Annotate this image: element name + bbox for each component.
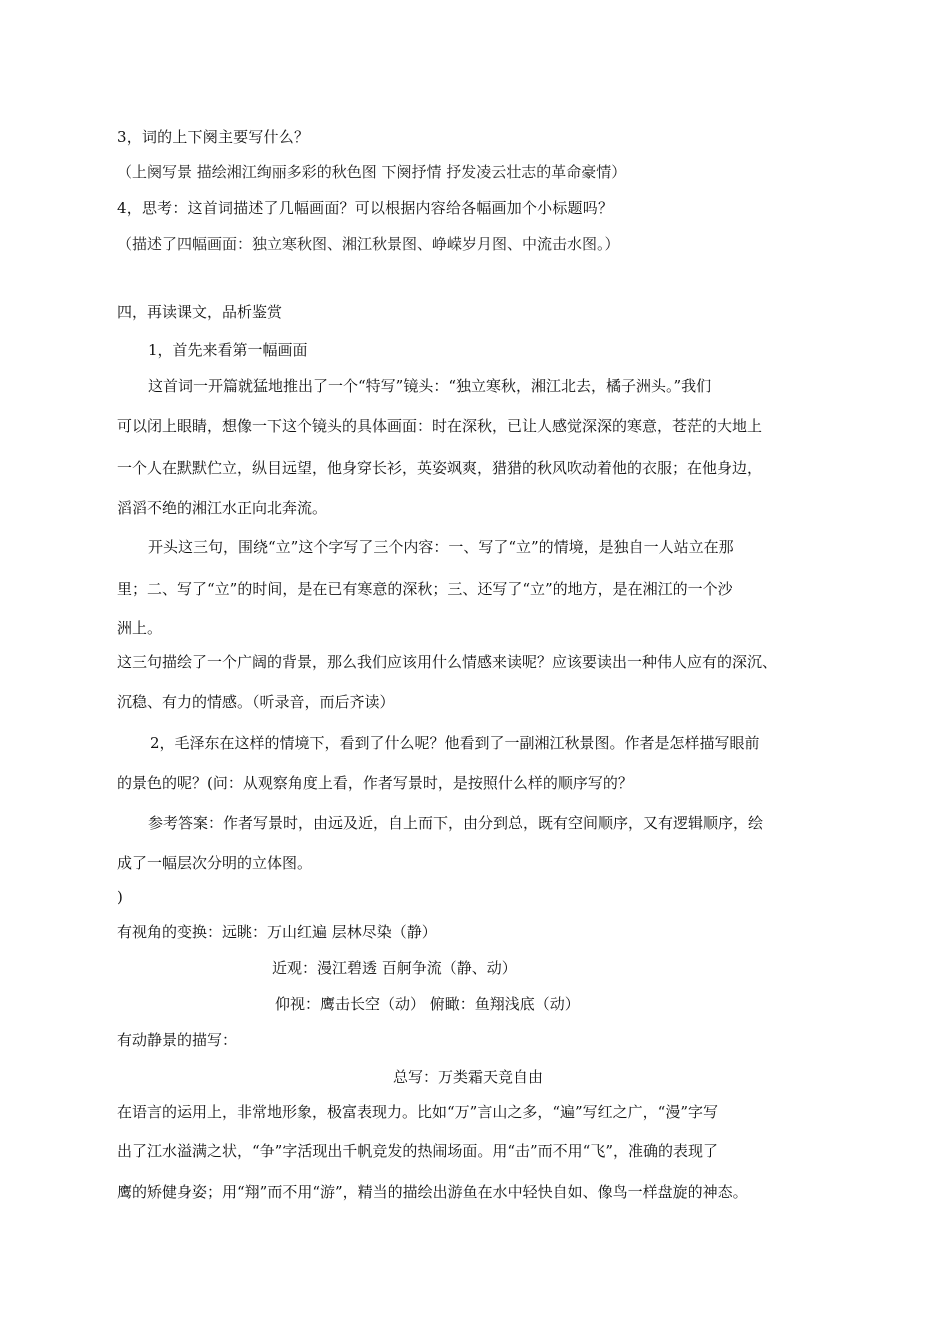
paragraph-3-line: 沉稳、有力的情感。（听录音，而后齐读）	[117, 693, 395, 711]
view-change-line: 有视角的变换：远眺：万山红遍 层林尽染（静）	[117, 923, 437, 941]
paragraph-4-line: 2，毛泽东在这样的情境下，看到了什么呢？他看到了一副湘江秋景图。作者是怎样描写眼前	[150, 734, 760, 752]
section-heading: 四，再读课文，品析鉴赏	[117, 303, 283, 321]
answer-4: （描述了四幅画面：独立寒秋图、湘江秋景图、峥嵘岁月图、中流击水图。）	[117, 235, 620, 253]
view-change-line: 近观：漫江碧透 百舸争流（静、动）	[272, 959, 517, 977]
subheading-1: 1，首先来看第一幅画面	[148, 341, 308, 359]
motion-stillness-line: 有动静景的描写：	[117, 1031, 238, 1049]
paragraph-1-line: 这首词一开篇就猛地推出了一个“特写”镜头：“独立寒秋，湘江北去，橘子洲头。”我们	[148, 377, 712, 395]
paragraph-4-line: 的景色的呢？(问：从观察角度上看，作者写景时，是按照什么样的顺序写的？	[117, 774, 633, 792]
question-4: 4，思考：这首词描述了几幅画面？可以根据内容给各幅画加个小标题吗？	[117, 199, 614, 217]
summary-line: 总写：万类霜天竞自由	[393, 1068, 544, 1086]
reference-answer-line: 参考答案：作者写景时，由远及近，自上而下，由分到总，既有空间顺序，又有逻辑顺序，绘	[148, 814, 764, 832]
paragraph-6-line: 鹰的矫健身姿；用“翔”而不用“游”，精当的描绘出游鱼在水中轻快自如、像鸟一样盘旋的神态。	[117, 1183, 748, 1201]
paragraph-3-line: 这三句描绘了一个广阔的背景，那么我们应该用什么情感来读呢？应该要读出一种伟人应有的深沉、	[117, 653, 778, 671]
paragraph-1-line: 可以闭上眼睛，想像一下这个镜头的具体画面：时在深秋，已让人感觉深深的寒意，苍茫的大地上	[117, 417, 763, 435]
paragraph-2-line: 开头这三句，围绕“立”这个字写了三个内容：一、写了“立”的情境，是独自一人站立在那	[148, 538, 734, 556]
answer-3: （上阕写景 描绘湘江绚丽多彩的秋色图 下阕抒情 抒发凌云壮志的革命豪情）	[117, 163, 627, 181]
view-change-line: 仰视：鹰击长空（动） 俯瞰：鱼翔浅底（动）	[275, 995, 580, 1013]
closing-paren: )	[117, 888, 123, 906]
paragraph-2-line: 里；二、写了“立”的时间，是在已有寒意的深秋；三、还写了“立”的地方，是在湘江的一个沙	[117, 580, 733, 598]
reference-answer-line: 成了一幅层次分明的立体图。	[117, 854, 313, 872]
paragraph-6-line: 在语言的运用上，非常地形象，极富表现力。比如“万”言山之多，“遍”写红之广，“漫”字写	[117, 1103, 719, 1121]
paragraph-6-line: 出了江水溢满之状，“争”字活现出千帆竞发的热闹场面。用“击”而不用“飞”，准确的表现了	[117, 1142, 719, 1160]
question-3: 3，词的上下阕主要写什么？	[117, 128, 310, 146]
paragraph-1-line: 滔滔不绝的湘江水正向北奔流。	[117, 499, 328, 517]
paragraph-2-line: 洲上。	[117, 619, 163, 637]
paragraph-1-line: 一个人在默默伫立，纵目远望，他身穿长衫，英姿飒爽，猎猎的秋风吹动着他的衣服；在他身边，	[117, 459, 763, 477]
